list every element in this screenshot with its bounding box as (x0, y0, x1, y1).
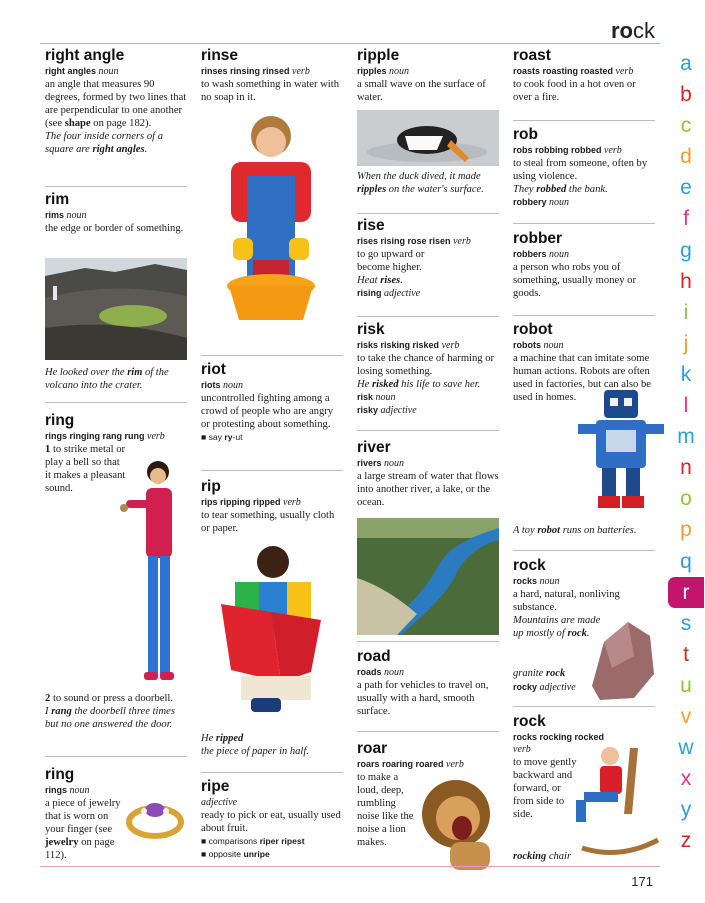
entry-word: risk (357, 321, 385, 338)
alphabet-letter-k[interactable]: k (680, 362, 692, 386)
entry-risk: risk risks risking risked verb to take the chance of harming or losing something. He risked his life to save her. risk noun risky adjective (357, 321, 499, 417)
entry-riot: riot riots noun uncontrolled fighting among a crowd of people who are angry or protesting about something. ■ say ry-ut (201, 361, 343, 444)
separator (513, 315, 655, 316)
page-number: 171 (631, 874, 653, 889)
entry-word: roast (513, 47, 551, 64)
entry-word: riot (201, 361, 226, 378)
alphabet-letter-g[interactable]: g (680, 238, 692, 262)
running-headword: rock (611, 18, 655, 43)
alphabet-letter-b[interactable]: b (680, 83, 692, 107)
alphabet-letter-j[interactable]: j (683, 331, 689, 355)
entry-robber: robber robbers noun a person who robs you of something, usually money or goods. (513, 230, 655, 300)
alphabet-index (668, 48, 704, 856)
entry-rinse: rinse rinses rinsing rinsed verb to wash something in water with no soap in it. (201, 47, 343, 104)
separator (45, 186, 187, 187)
river-aerial-image (357, 518, 499, 635)
separator (357, 731, 499, 732)
entry-ripe: ripe adjective ready to pick or eat, usually used about fruit. ■ comparisons riper ripest ■ opposite unripe (201, 778, 343, 861)
bottom-rule (40, 866, 660, 867)
separator (201, 355, 343, 356)
entry-word: robot (513, 321, 553, 338)
top-rule (40, 43, 660, 44)
entry-rock-noun: rock rocks noun a hard, natural, nonliving substance. Mountains are made up mostly of rock. (513, 557, 655, 640)
entry-word: rip (201, 478, 221, 495)
entry-road: road roads noun a path for vehicles to travel on, usually with a hard, smooth surface. (357, 648, 499, 718)
alphabet-letter-c[interactable]: c (680, 114, 692, 138)
entry-word: rob (513, 126, 538, 143)
separator (513, 706, 655, 707)
alphabet-letter-p[interactable]: p (680, 518, 692, 542)
rocking-chair-image (570, 744, 662, 856)
entry-roar: roar roars roaring roared verb to make a loud, deep, rumbling noise like the noise a lion makes. (357, 740, 499, 849)
separator (513, 223, 655, 224)
entry-word: ring (45, 412, 75, 429)
entry-robot: robot robots noun a machine that can imitate some human actions. Robots are often used in factories, but can also be used in homes. (513, 321, 655, 404)
alphabet-letter-h[interactable]: h (680, 269, 692, 293)
alphabet-letter-w[interactable]: w (678, 736, 694, 760)
entry-rip: rip rips ripping ripped verb to tear something, usually cloth or paper. (201, 478, 343, 535)
rocky-derivative: rocky adjective (513, 682, 576, 693)
separator (513, 550, 655, 551)
jewelry-ring-image (124, 796, 186, 842)
duck-diving-image (357, 110, 499, 166)
entry-ring-noun: ring rings noun a piece of jewelry that is worn on your finger (see jewelry on page 112). (45, 766, 187, 862)
entry-roast: roast roasts roasting roasted verb to cook food in a hot oven or over a fire. (513, 47, 655, 104)
entry-right-angle: right angle right angles noun an angle that measures 90 degrees, formed by two lines that are perpendicular to one another (see shape on page 182). The four inside corners of a square are right angles. (45, 47, 187, 155)
alphabet-letter-z[interactable]: z (680, 829, 692, 853)
entry-ring-verb-sense2: 2 to sound or press a doorbell. I rang the doorbell three times but no one answered the door. (45, 693, 175, 730)
entry-ripple: ripple ripples noun a small wave on the surface of water. (357, 47, 499, 104)
alphabet-letter-m[interactable]: m (677, 425, 695, 449)
entry-word: road (357, 648, 391, 665)
entry-rob: rob robs robbing robbed verb to steal from someone, often by using violence. They robbed the bank. robbery noun (513, 126, 655, 209)
alphabet-letter-y[interactable]: y (680, 798, 692, 822)
entry-word: roar (357, 740, 388, 757)
separator (357, 213, 499, 214)
entry-river: river rivers noun a large stream of water that flows into another river, a lake, or the ocean. (357, 439, 499, 508)
alphabet-letter-d[interactable]: d (680, 145, 692, 169)
alphabet-letter-x[interactable]: x (680, 767, 692, 791)
alphabet-letter-o[interactable]: o (680, 487, 692, 511)
volcano-crater-image (45, 258, 187, 360)
entry-word: right angle (45, 47, 125, 64)
entry-rock-verb: rock rocks rocking rocked verb to move gently backward and forward, or from side to side. (513, 713, 655, 821)
entry-word: rock (513, 557, 546, 574)
separator (357, 641, 499, 642)
alphabet-letter-f[interactable]: f (683, 207, 689, 231)
entry-word: ripe (201, 778, 230, 795)
robot-caption: A toy robot runs on batteries. (513, 525, 637, 536)
separator (513, 120, 655, 121)
girl-rinsing-image (201, 110, 343, 340)
granite-rock-image (582, 616, 658, 704)
alphabet-letter-u[interactable]: u (680, 673, 692, 697)
rip-caption: He ripped the piece of paper in half. (201, 733, 309, 757)
girl-ringing-bell-image (112, 458, 190, 690)
separator (201, 470, 343, 471)
separator (45, 756, 187, 757)
alphabet-letter-a[interactable]: a (680, 52, 692, 75)
entry-rim: rim rims noun the edge or border of something. (45, 191, 187, 235)
entry-word: river (357, 439, 391, 456)
granite-caption: granite rock (513, 668, 566, 679)
entry-word: ripple (357, 47, 400, 64)
entry-ring-verb: ring rings ringing rang rung verb 1 to strike metal or play a bell so that it makes a pleasant sound. (45, 412, 187, 495)
entry-word: rim (45, 191, 70, 208)
alphabet-letter-v[interactable]: v (680, 704, 692, 728)
alphabet-letter-s[interactable]: s (680, 611, 692, 635)
alphabet-letter-q[interactable]: q (680, 549, 692, 573)
alphabet-letter-t[interactable]: t (683, 642, 689, 666)
rocking-chair-caption: rocking chair (513, 851, 572, 862)
separator (201, 772, 343, 773)
rim-caption: He looked over the rim of the volcano into the crater. (45, 367, 169, 391)
entry-word: rinse (201, 47, 239, 64)
roaring-lion-image (412, 778, 507, 870)
ripple-caption: When the duck dived, it made ripples on the water's surface. (357, 171, 484, 195)
alphabet-letter-l[interactable]: l (683, 394, 689, 418)
separator (45, 402, 187, 403)
alphabet-letter-e[interactable]: e (680, 176, 692, 200)
toy-robot-image (574, 388, 664, 512)
alphabet-letter-i[interactable]: i (683, 300, 689, 324)
alphabet-letter-r[interactable]: r (668, 577, 704, 608)
entry-word: rock (513, 713, 546, 730)
boy-ripping-paper-image (201, 542, 343, 727)
separator (357, 430, 499, 431)
entry-word: rise (357, 217, 385, 234)
separator (357, 316, 499, 317)
alphabet-letter-n[interactable]: n (680, 456, 692, 480)
entry-rise: rise rises rising rose risen verb to go upward or become higher. Heat rises. rising adjective (357, 217, 499, 300)
entry-word: robber (513, 230, 563, 247)
entry-word: ring (45, 766, 75, 783)
